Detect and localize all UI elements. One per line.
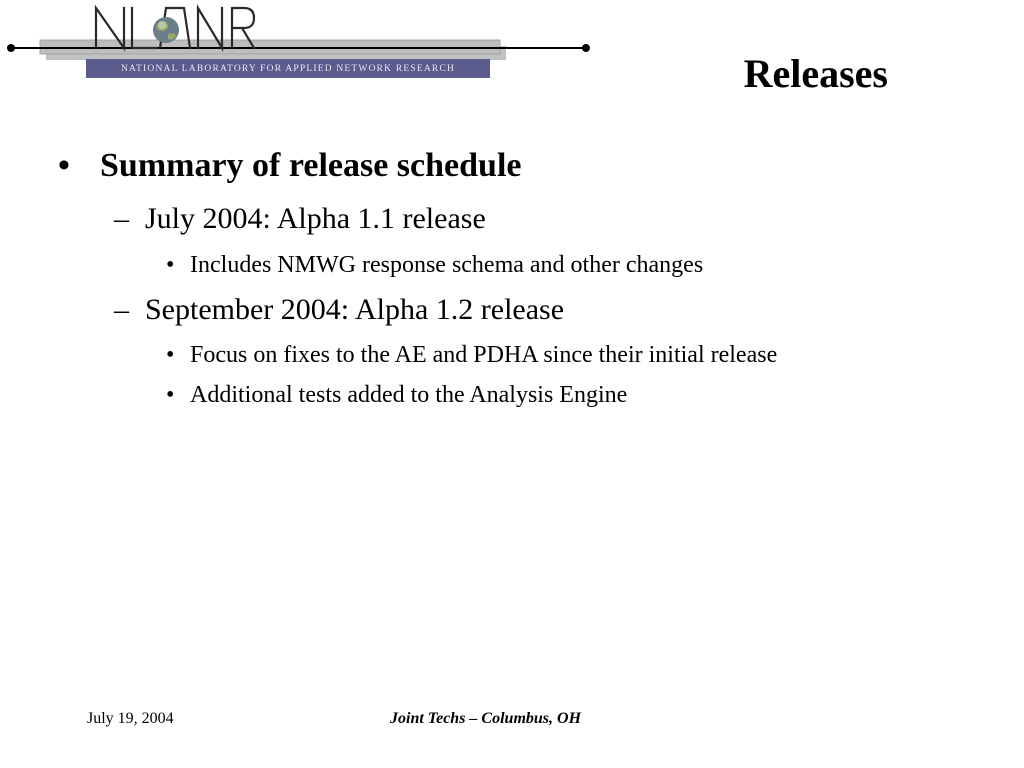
sub-bullet-label: September 2004: Alpha 1.2 release	[145, 293, 565, 326]
globe-icon	[153, 17, 179, 43]
header-rule-left-dot	[7, 44, 15, 52]
detail-text: Includes NMWG response schema and other changes	[190, 252, 704, 278]
bullet-marker: •	[58, 147, 70, 184]
detail-text: Additional tests added to the Analysis Engine	[190, 382, 628, 408]
logo-banner: NATIONAL LABORATORY FOR APPLIED NETWORK RESEARCH	[120, 63, 456, 74]
sub-bullet-label: July 2004: Alpha 1.1 release	[145, 202, 486, 235]
footer-date: July 19, 2004	[87, 710, 174, 727]
dash-marker: –	[114, 202, 129, 235]
detail-text: Focus on fixes to the AE and PDHA since their initial release	[190, 342, 778, 368]
bullet-marker: •	[166, 382, 175, 408]
bullet-marker: •	[166, 252, 175, 278]
bullet-heading: Summary of release schedule	[100, 147, 522, 184]
bullet-marker: •	[166, 342, 175, 368]
footer-event: Joint Techs – Columbus, OH	[390, 710, 582, 727]
slide-title: Releases	[743, 51, 888, 96]
header-rule-right-dot	[582, 44, 590, 52]
dash-marker: –	[114, 293, 129, 326]
